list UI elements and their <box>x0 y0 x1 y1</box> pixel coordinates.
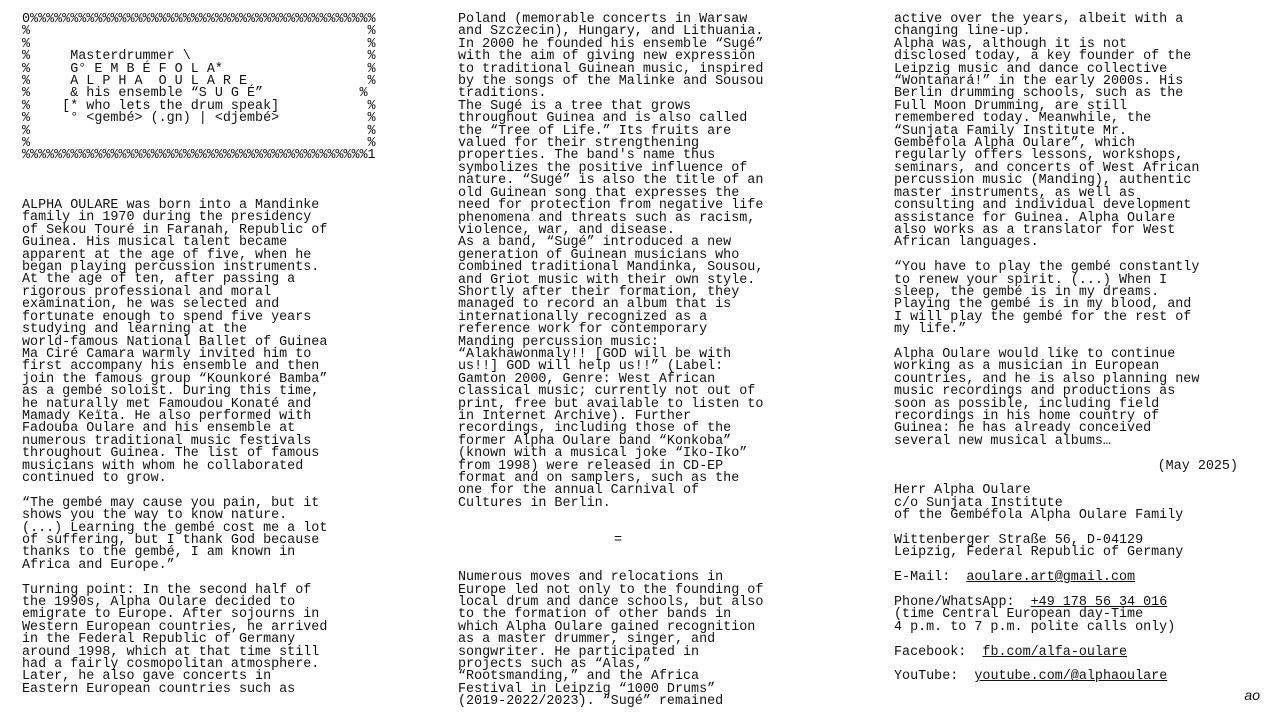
street-address: Wittenberger Straße 56, D-04129 Leipzig, Federal Republic of Germany <box>894 532 1184 561</box>
facebook-link[interactable]: fb.com/alfa-oulare <box>982 644 1128 660</box>
biography-paragraph-3: Poland (memorable concerts in Warsaw and Szczecin), Hungary, and Lithuania. In 2000 he founded his ensemble “Sugé” with the aim of giving new expression to traditional Guinean music, inspired by the songs of the Malinke and Sousou traditions. The Sugé is a tree that grows throughout Guinea and is also called the “Tree of Life.” Its fruits are valued for their strengthening properties. The band's name thus symbolizes the positive influence of nature. “Sugé” is also the title of an old Guinean song that expresses the need for protection from negative life phenomena and threats such as racism, violence, war, and disease. As a band, “Sugé” introduced a new generation of Guinean musicians who combined traditional Mandinka, Sousou, and Griot music with their own style. Shortly after their formation, they managed to record an album that is internationally recognized as a reference work for contemporary Manding percussion music: “Alakhawonmaly!! [GOD will be with us!!] GOD will help us!!” (Label: Gamton 2000, Genre: West African classical music; currently not out of print, free but available to listen to in Internet Archive). Further recordings, including those of the former Alpha Oulare band “Konkoba” (known with a musical joke “Iko-Iko” from 1998) were released in CD-EP format and on samplers, such as the one for the annual Carnival of Cultures in Berlin. <box>458 12 764 511</box>
quote-paragraph-1: “The gembé may cause you pain, but it shows you the way to know nature. (...) Learning the gembé cost me a lot of suffering, but I thank God because thanks to the gembé, I am known in Africa and Europe.” <box>22 495 328 573</box>
facebook-line <box>894 644 1238 660</box>
biography-paragraph-1: ALPHA OULARE was born into a Mandinke family in 1970 during the presidency of Sekou Touré in Faranah, Republic of Guinea. His musical talent became apparent at the age of five, when he began playing percussion instruments. At the age of ten, after passing a rigorous professional and moral examination, he was selected and fortunate enough to spend five years studying and learning at the world-famous National Ballet of Guinea Ma Ciré Camara warmly invited him to first accompany his ensemble and then join the famous group “Kounkoré Bamba” as a gembé soloist. During this time, he naturally met Famoudou Konaté and Mamady Keïta. He also performed with Fadouba Oulare and his ensemble at numerous traditional music festivals throughout Guinea. The list of famous musicians with whom he collaborated continued to grow. <box>22 198 328 486</box>
section-separator: = <box>613 533 623 549</box>
youtube-link[interactable]: youtube.com/@alphaoulare <box>974 669 1168 685</box>
email-link[interactable]: aoulare.art@gmail.com <box>966 570 1136 586</box>
column-left <box>22 14 376 696</box>
postal-address: Herr Alpha Oulare c/o Sunjata Institute of the Gembéfola Alpha Oulare Family <box>894 483 1184 524</box>
email-label: E-Mail: <box>894 570 951 586</box>
column-right <box>894 14 1238 684</box>
email-line <box>894 572 1238 584</box>
youtube-label: YouTube: <box>894 669 959 685</box>
phone-label: Phone/WhatsApp: <box>894 594 1015 610</box>
quote-paragraph-2: “You have to play the gembé constantly to renew your spirit. (...) When I sleep, the gembé is in my dreams. Playing the gembé is in my blood, and I will play the gembé for the rest of my life.” <box>894 260 1200 338</box>
phone-note: (time Central European day-Time 4 p.m. to 7 p.m. polite calls only) <box>894 607 1176 635</box>
date-line: (May 2025) <box>1157 458 1238 474</box>
biography-paragraph-5: active over the years, albeit with a changing line-up. Alpha was, although it is not disclosed today, a key founder of the Leipzig music and dance collective “Wontanará!” in the early 2000s. His Berlin drumming schools, such as the Full Moon Drumming, are still remembered today. Meanwhile, the “Sunjata Family Institute Mr. Gembéfola Alpha Oulare”, which regularly offers lessons, workshops, seminars, and concerts of West African percussion music (Manding), authentic master instruments, as well as consulting and individual development assistance for Guinea. Alpha Oulare also works as a translator for West African languages. <box>894 12 1200 251</box>
column-middle <box>458 14 778 709</box>
biography-paragraph-6: Alpha Oulare would like to continue working as a musician in European countries, and he is also planning new music recordings and productions as soon as possible, including field recordings in his home country of Guinea: he has already conceived several new musical albums… <box>894 346 1200 449</box>
youtube-line <box>894 671 1238 683</box>
biography-paragraph-2: Turning point: In the second half of the 1990s, Alpha Oulare decided to emigrate to Europe. After sojourns in Western European countries, he arrived in the Federal Republic of Germany around 1998, which at that time still had a fairly cosmopolitan atmosphere. Later, he also gave concerts in Eastern European countries such as <box>22 582 328 697</box>
biography-paragraph-4: Numerous moves and relocations in Europe led not only to the founding of local drum and dance schools, but also to the formation of other bands in which Alpha Oulare gained recognition as a master drummer, singer, and songwriter. He participated in projects such as “Alas,” “Rootsmanding,” and the Africa Festival in Leipzig “1000 Drums” (2019-2022/2023). “Sugé” remained <box>458 570 764 710</box>
author-initials: ao <box>1244 687 1260 703</box>
phone-link[interactable]: +49 178 56 34 016 <box>1030 594 1168 610</box>
header-ascii-box: 0%%%%%%%%%%%%%%%%%%%%%%%%%%%%%%%%%%%%%%%%%%% % % % % % Masterdrummer \ % % G° E M B É F O L A* % % A L P H A O U L A R E % % & his ensemble “S U G É” % % [* who lets the drum speak] % % ° <gembé> (.gn) | <djembé> % % % % % %%%%%%%%%%%%%%%%%%%%%%%%%%%%%%%%%%%%%%%%%%%1 <box>22 12 376 164</box>
facebook-label: Facebook: <box>894 644 967 660</box>
